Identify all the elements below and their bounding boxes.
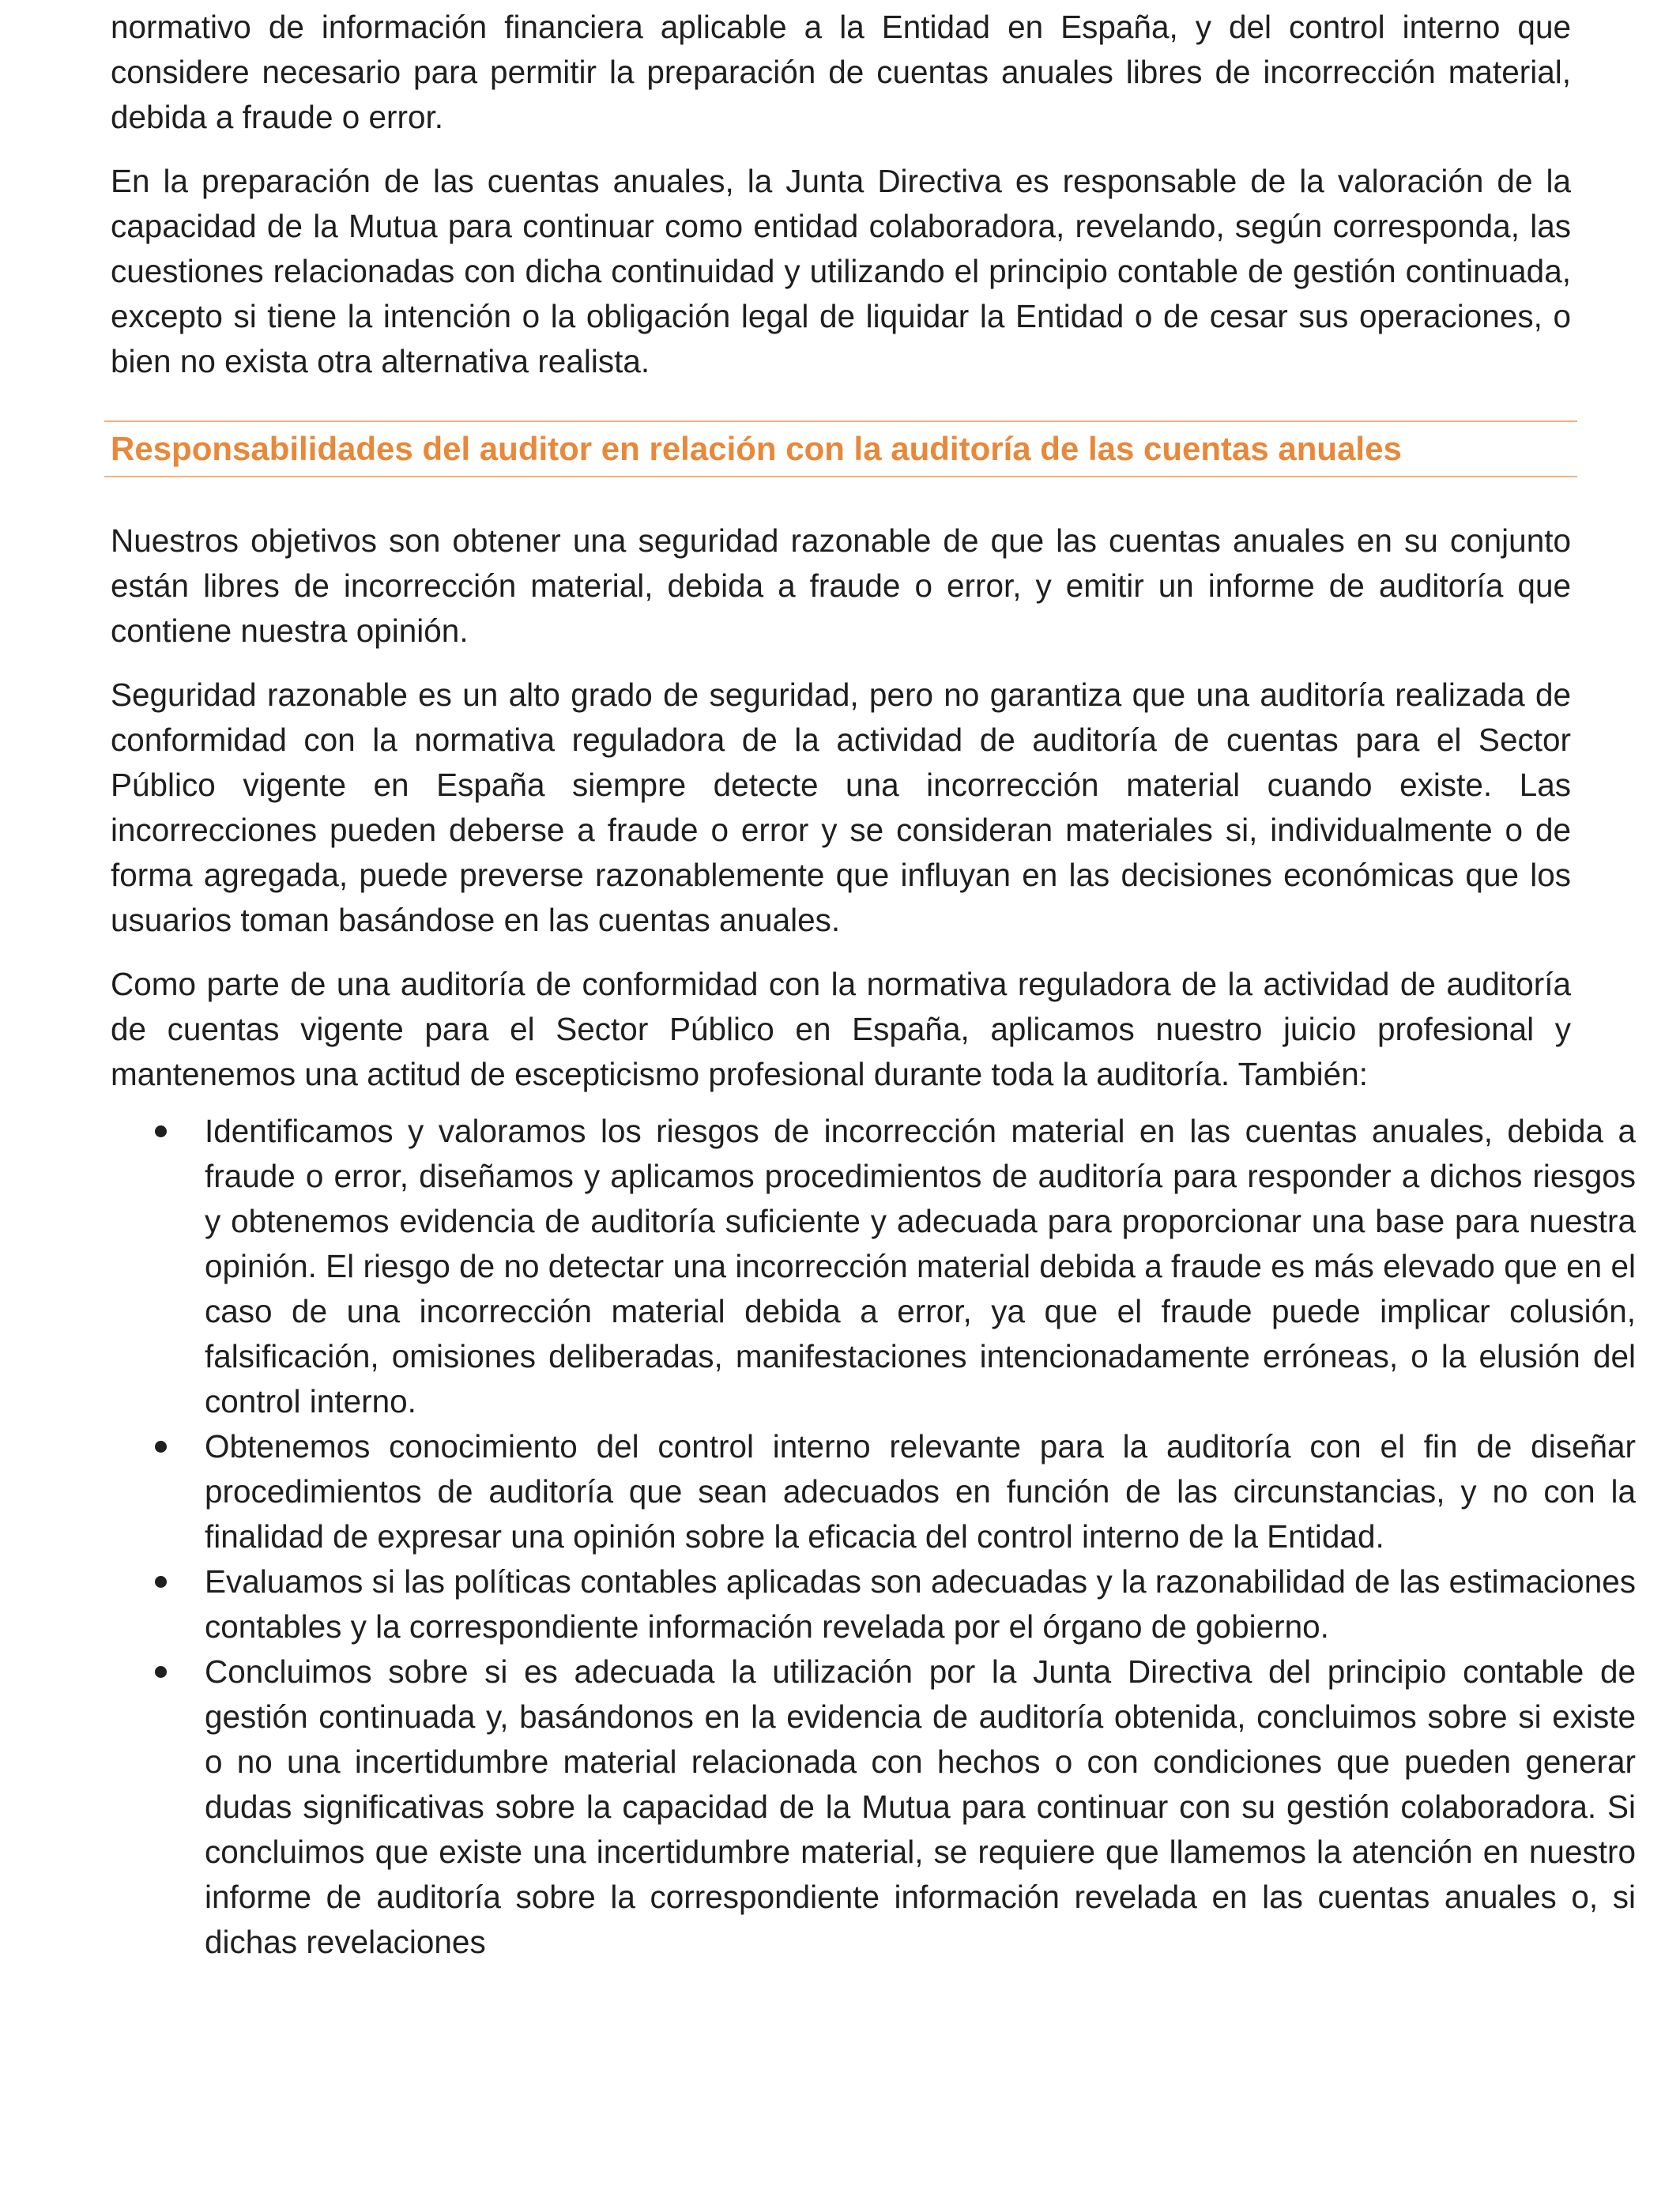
section-body — [111, 518, 1636, 1965]
intro-paragraph-2: En la preparación de las cuentas anuales, la Junta Directiva es responsable de la valoración de la capacidad de la Mutua para continuar como entidad colaboradora, revelando, según corresponda, las cuestiones relacionadas con dicha continuidad y utilizando el principio contable de gestión continuada, excepto si tiene la intención o la obligación legal de liquidar la Entidad o de cesar sus operaciones, o bien no exista otra alternativa realista. — [111, 163, 1571, 379]
section-paragraph-reasonable-assurance: Seguridad razonable es un alto grado de seguridad, pero no garantiza que una auditoría realizada de conformidad con la normativa reguladora de la actividad de auditoría de cuentas para el Sector Público vigente en España siempre detecte una incorrección material cuando existe. Las incorrecciones pueden deberse a fraude o error y se consideran materiales si, individualmente o de forma agregada, puede preverse razonablemente que influyan en las decisiones económicas que los usuarios toman basándose en las cuentas anuales. — [111, 677, 1571, 938]
list-item — [111, 1559, 1636, 1649]
bullet-list — [111, 1109, 1636, 1965]
intro-paragraph-1: normativo de información financiera aplicable a la Entidad en España, y del control interno que considere necesario para permitir la preparación de cuentas anuales libres de incorrección material, debida a fraude o error. — [111, 9, 1571, 135]
bullet-icon — [155, 1666, 167, 1678]
bullet-icon — [155, 1576, 167, 1588]
list-item — [111, 1109, 1636, 1424]
list-item-text: Identificamos y valoramos los riesgos de incorrección material en las cuentas anuales, debida a fraude o error, diseñamos y aplicamos procedimientos de auditoría para responder a dichos riesgos y obtenemos evidencia de auditoría suficiente y adecuada para proporcionar una base para nuestra opinión. El riesgo de no detectar una incorrección material debida a fraude es más elevado que en el caso de una incorrección material debida a error, ya que el fraude puede implicar colusión, falsificación, omisiones deliberadas, manifestaciones intencionadamente erróneas, o la elusión del control interno. — [205, 1113, 1636, 1419]
bullet-icon — [155, 1441, 167, 1453]
list-item-text: Obtenemos conocimiento del control interno relevante para la auditoría con el fin de diseñar procedimientos de auditoría que sean adecuados en función de las circunstancias, y no con la finalidad de expresar una opinión sobre la eficacia del control interno de la Entidad. — [205, 1428, 1636, 1555]
list-item-text: Evaluamos si las políticas contables aplicadas son adecuadas y la razonabilidad de las estimaciones contables y la correspondiente información revelada por el órgano de gobierno. — [205, 1563, 1636, 1645]
bullet-icon — [155, 1125, 167, 1137]
list-item-text: Concluimos sobre si es adecuada la utilización por la Junta Directiva del principio contable de gestión continuada y, basándonos en la evidencia de auditoría obtenida, concluimos sobre si existe o no una incertidumbre material relacionada con hechos o con condiciones que pueden generar dudas significativas sobre la capacidad de la Mutua para continuar con su gestión colaboradora. Si concluimos que existe una incertidumbre material, se requiere que llamemos la atención en nuestro informe de auditoría sobre la correspondiente información revelada en las cuentas anuales o, si dichas revelaciones — [205, 1653, 1636, 1960]
section-paragraph-objectives: Nuestros objetivos son obtener una seguridad razonable de que las cuentas anuales en su conjunto están libres de incorrección material, debida a fraude o error, y emitir un informe de auditoría que contiene nuestra opinión. — [111, 522, 1571, 649]
section-paragraph-audit-part: Como parte de una auditoría de conformidad con la normativa reguladora de la actividad de auditoría de cuentas vigente para el Sector Público en España, aplicamos nuestro juicio profesional y mantenemos una actitud de escepticismo profesional durante toda la auditoría. También: — [111, 966, 1571, 1092]
list-item — [111, 1424, 1636, 1559]
list-item — [111, 1649, 1636, 1965]
section-heading: Responsabilidades del auditor en relación con la auditoría de las cuentas anuales — [111, 430, 1402, 467]
section-heading-box — [104, 420, 1577, 477]
intro-block — [111, 5, 1571, 384]
